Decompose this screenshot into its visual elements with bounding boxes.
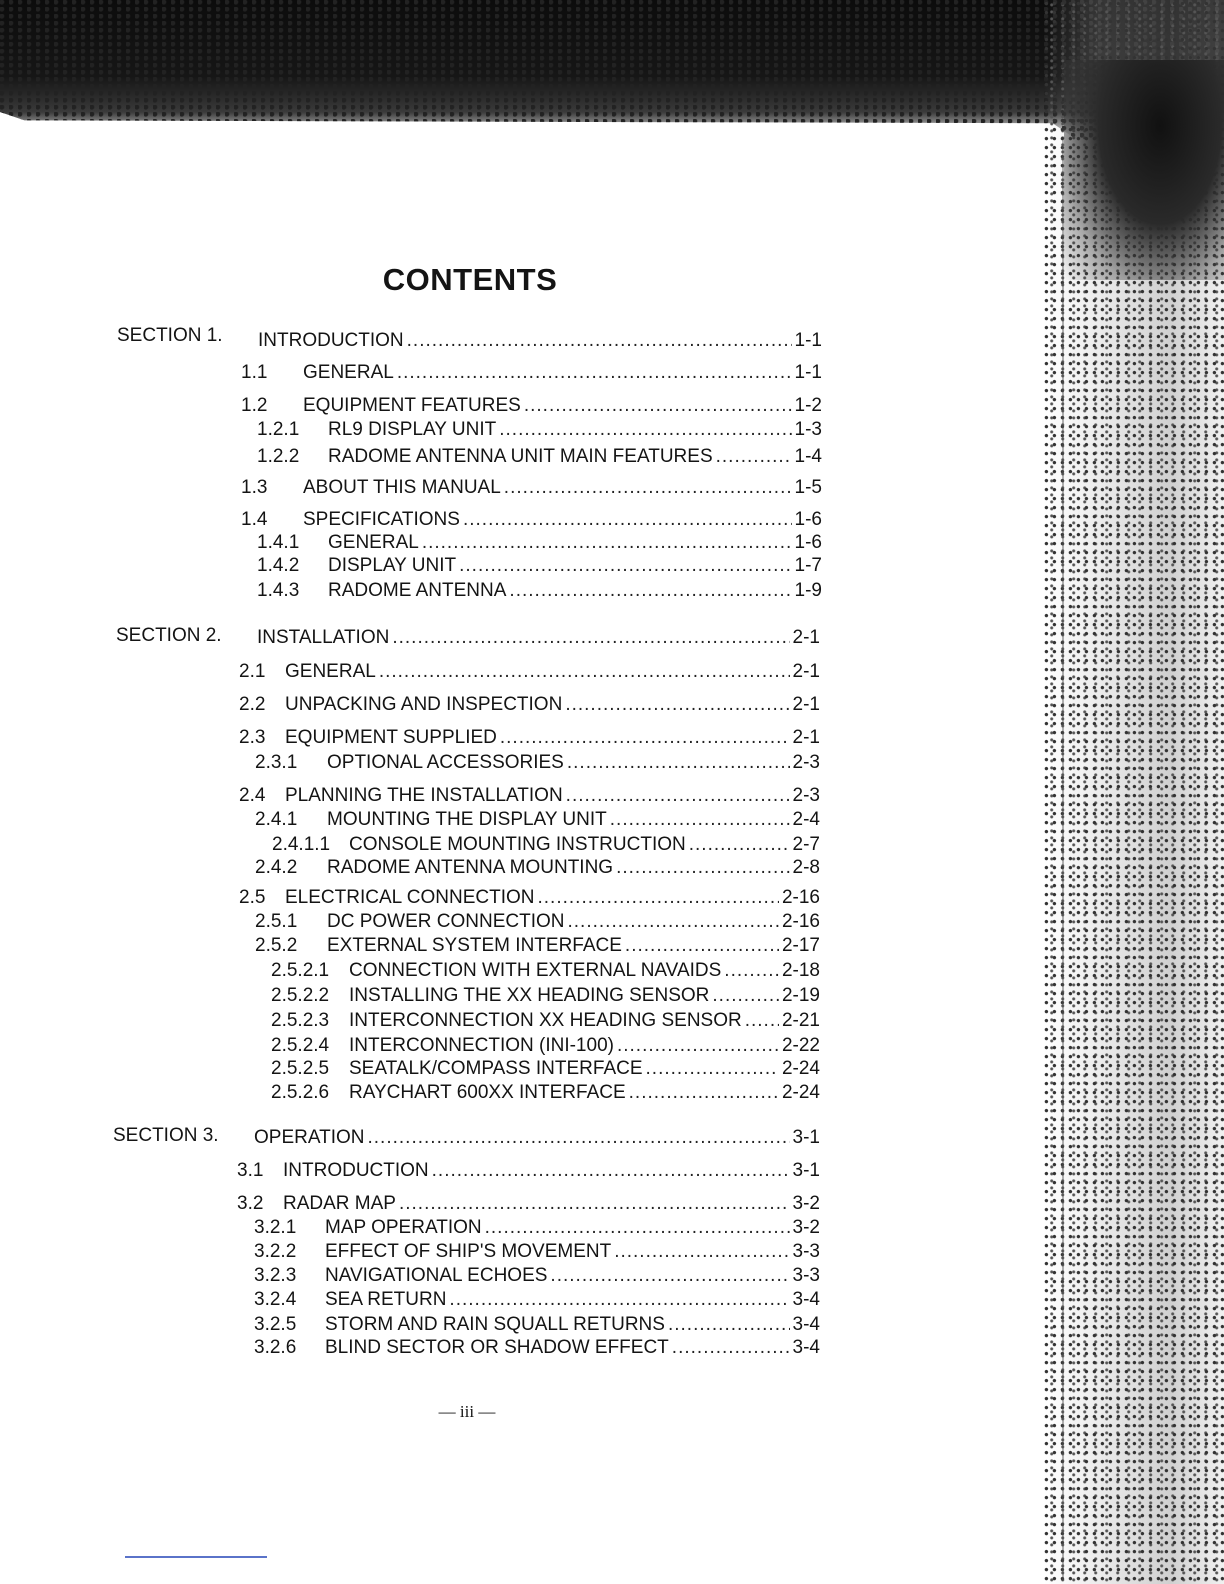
entry-page-number: 3-2: [792, 1193, 820, 1214]
toc-entry-link[interactable]: [271, 1035, 820, 1057]
entry-page-number: 2-22: [781, 1035, 820, 1056]
dot-leader: [449, 1289, 789, 1311]
toc-entry-link[interactable]: [272, 834, 820, 856]
toc-entry-link[interactable]: [255, 809, 820, 831]
entry-number: 3.2.3: [254, 1265, 297, 1286]
entry-number: 1.2: [241, 395, 268, 416]
entry-number: 2.2: [239, 694, 266, 715]
entry-title: DISPLAY UNIT: [328, 555, 457, 576]
entry-page-number: 2-7: [792, 834, 820, 855]
dot-leader: [629, 1082, 779, 1104]
entry-number: 2.3.1: [255, 752, 298, 773]
dot-leader: [504, 477, 792, 499]
toc-entry-link[interactable]: [241, 477, 822, 499]
section-heading-link[interactable]: [258, 330, 822, 352]
dot-leader: [432, 1160, 790, 1182]
entry-page-number: 3-4: [792, 1289, 820, 1310]
dot-leader: [646, 1058, 779, 1080]
entry-number: 2.5.2.2: [271, 985, 330, 1006]
entry-title: NAVIGATIONAL ECHOES: [325, 1265, 548, 1286]
entry-title: BLIND SECTOR OR SHADOW EFFECT: [325, 1337, 669, 1358]
entry-number: 2.1: [239, 661, 266, 682]
entry-page-number: 2-4: [792, 809, 820, 830]
toc-entry-link[interactable]: [257, 446, 822, 468]
entry-title: ABOUT THIS MANUAL: [303, 477, 501, 498]
entry-title: GENERAL: [303, 362, 394, 383]
entry-title: UNPACKING AND INSPECTION: [285, 694, 563, 715]
entry-title: MOUNTING THE DISPLAY UNIT: [327, 809, 607, 830]
entry-page-number: 2-17: [781, 935, 820, 956]
entry-title: OPERATION: [254, 1127, 365, 1148]
toc-entry-link[interactable]: [241, 395, 822, 417]
toc-entry-link[interactable]: [254, 1289, 820, 1311]
dot-leader: [407, 330, 792, 352]
entry-number: 1.4.1: [257, 532, 300, 553]
entry-page-number: 3-4: [792, 1314, 820, 1335]
bottom-rule: [125, 1556, 267, 1558]
entry-title: EFFECT OF SHIP'S MOVEMENT: [325, 1241, 612, 1262]
entry-number: 2.4.1: [255, 809, 298, 830]
toc-entry-link[interactable]: [271, 1082, 820, 1104]
entry-page-number: 2-1: [792, 661, 820, 682]
dot-leader: [509, 580, 791, 602]
dot-leader: [668, 1314, 790, 1336]
dot-leader: [565, 694, 789, 716]
entry-number: 3.2.5: [254, 1314, 297, 1335]
entry-page-number: 2-1: [792, 727, 820, 748]
entry-page-number: 3-1: [792, 1160, 820, 1181]
dot-leader: [614, 1241, 789, 1263]
entry-number: 1.4: [241, 509, 268, 530]
toc-entry-link[interactable]: [255, 857, 820, 879]
entry-title: RADOME ANTENNA: [328, 580, 507, 601]
entry-title: INTRODUCTION: [283, 1160, 429, 1181]
section-label: SECTION 1.: [117, 325, 223, 346]
section-label: SECTION 3.: [113, 1125, 219, 1146]
entry-page-number: 2-3: [792, 785, 820, 806]
entry-title: RL9 DISPLAY UNIT: [328, 419, 497, 440]
entry-number: 2.5.2.4: [271, 1035, 330, 1056]
dot-leader: [566, 785, 790, 807]
toc-entry-link[interactable]: [257, 532, 822, 554]
entry-number: 2.4: [239, 785, 266, 806]
entry-number: 2.4.1.1: [272, 834, 331, 855]
dot-leader: [499, 419, 791, 441]
entry-number: 2.3: [239, 727, 266, 748]
entry-number: 3.2.1: [254, 1217, 297, 1238]
entry-number: 1.4.2: [257, 555, 300, 576]
toc-entry-link[interactable]: [254, 1241, 820, 1263]
toc-entry-link[interactable]: [254, 1314, 820, 1336]
entry-number: 1.4.3: [257, 580, 300, 601]
dot-leader: [617, 1035, 779, 1057]
toc-entry-link[interactable]: [237, 1193, 820, 1215]
entry-page-number: 1-9: [794, 580, 822, 601]
entry-title: DC POWER CONNECTION: [327, 911, 565, 932]
dot-leader: [712, 985, 779, 1007]
entry-title: INSTALLING THE XX HEADING SENSOR: [349, 985, 710, 1006]
dot-leader: [392, 627, 789, 649]
entry-number: 1.2.2: [257, 446, 300, 467]
toc-entry-link[interactable]: [255, 752, 820, 774]
entry-title: EQUIPMENT FEATURES: [303, 395, 521, 416]
entry-page-number: 3-4: [792, 1337, 820, 1358]
entry-title: GENERAL: [285, 661, 376, 682]
entry-page-number: 2-24: [781, 1058, 820, 1079]
entry-title: OPTIONAL ACCESSORIES: [327, 752, 564, 773]
entry-page-number: 3-3: [792, 1265, 820, 1286]
toc-entry-link[interactable]: [239, 785, 820, 807]
toc-entry-link[interactable]: [239, 661, 820, 683]
toc-entry-link[interactable]: [239, 727, 820, 749]
toc-entry-link[interactable]: [271, 1058, 820, 1080]
entry-title: MAP OPERATION: [325, 1217, 482, 1238]
entry-number: 2.5.2.6: [271, 1082, 330, 1103]
entry-page-number: 1-5: [794, 477, 822, 498]
entry-title: SPECIFICATIONS: [303, 509, 460, 530]
entry-number: 1.3: [241, 477, 268, 498]
dot-leader: [524, 395, 792, 417]
dot-leader: [463, 509, 792, 531]
entry-number: 2.5.1: [255, 911, 298, 932]
entry-number: 1.2.1: [257, 419, 300, 440]
dot-leader: [567, 752, 790, 774]
dot-leader: [422, 532, 792, 554]
dot-leader: [397, 362, 792, 384]
entry-number: 2.5.2.3: [271, 1010, 330, 1031]
entry-page-number: 2-16: [781, 911, 820, 932]
dot-leader: [368, 1127, 790, 1149]
entry-page-number: 2-18: [781, 960, 820, 981]
entry-page-number: 1-1: [794, 330, 822, 351]
entry-page-number: 1-6: [794, 509, 822, 530]
dot-leader: [625, 935, 779, 957]
entry-number: 3.2.6: [254, 1337, 297, 1358]
toc-entry-link[interactable]: [239, 887, 820, 909]
toc-entry-link[interactable]: [257, 580, 822, 602]
dot-leader: [672, 1337, 790, 1359]
entry-page-number: 2-1: [792, 694, 820, 715]
entry-page-number: 1-3: [794, 419, 822, 440]
section-heading-link[interactable]: [257, 627, 820, 649]
section-heading-link[interactable]: [254, 1127, 820, 1149]
dot-leader: [500, 727, 790, 749]
entry-page-number: 2-21: [781, 1010, 820, 1031]
entry-page-number: 1-6: [794, 532, 822, 553]
entry-title: CONNECTION WITH EXTERNAL NAVAIDS: [349, 960, 722, 981]
entry-title: STORM AND RAIN SQUALL RETURNS: [325, 1314, 665, 1335]
entry-number: 3.2.2: [254, 1241, 297, 1262]
dot-leader: [616, 857, 789, 879]
entry-page-number: 2-24: [781, 1082, 820, 1103]
entry-page-number: 1-7: [794, 555, 822, 576]
section-label: SECTION 2.: [116, 625, 222, 646]
toc-entry-link[interactable]: [241, 362, 822, 384]
entry-title: SEA RETURN: [325, 1289, 447, 1310]
entry-page-number: 2-19: [781, 985, 820, 1006]
entry-title: SEATALK/COMPASS INTERFACE: [349, 1058, 643, 1079]
dot-leader: [550, 1265, 789, 1287]
dot-leader: [568, 911, 779, 933]
toc-entry-link[interactable]: [254, 1217, 820, 1239]
entry-number: 1.1: [241, 362, 268, 383]
dot-leader: [379, 661, 790, 683]
dot-leader: [538, 887, 779, 909]
toc-entry-link[interactable]: [237, 1160, 820, 1182]
entry-page-number: 2-1: [792, 627, 820, 648]
toc-entry-link[interactable]: [241, 509, 822, 531]
entry-title: CONSOLE MOUNTING INSTRUCTION: [349, 834, 686, 855]
entry-number: 3.2.4: [254, 1289, 297, 1310]
entry-page-number: 3-2: [792, 1217, 820, 1238]
entry-title: ELECTRICAL CONNECTION: [285, 887, 535, 908]
entry-title: INTRODUCTION: [258, 330, 404, 351]
dot-leader: [716, 446, 792, 468]
toc-entry-link[interactable]: [271, 960, 820, 982]
entry-page-number: 1-1: [794, 362, 822, 383]
entry-title: RADAR MAP: [283, 1193, 396, 1214]
entry-title: INTERCONNECTION (INI-100): [349, 1035, 614, 1056]
dot-leader: [724, 960, 779, 982]
entry-title: GENERAL: [328, 532, 419, 553]
toc-entry-link[interactable]: [255, 911, 820, 933]
toc-entry-link[interactable]: [257, 419, 822, 441]
dot-leader: [399, 1193, 790, 1215]
dot-leader: [610, 809, 790, 831]
entry-page-number: 3-3: [792, 1241, 820, 1262]
dot-leader: [485, 1217, 790, 1239]
entry-page-number: 1-4: [794, 446, 822, 467]
entry-title: RADOME ANTENNA MOUNTING: [327, 857, 614, 878]
entry-title: EQUIPMENT SUPPLIED: [285, 727, 497, 748]
entry-title: RADOME ANTENNA UNIT MAIN FEATURES: [328, 446, 713, 467]
entry-number: 2.5.2: [255, 935, 298, 956]
entry-number: 2.5.2.5: [271, 1058, 330, 1079]
entry-title: RAYCHART 600XX INTERFACE: [349, 1082, 626, 1103]
entry-number: 2.5: [239, 887, 266, 908]
entry-title: PLANNING THE INSTALLATION: [285, 785, 563, 806]
toc-entry-link[interactable]: [271, 985, 820, 1007]
toc-entry-link[interactable]: [271, 1010, 820, 1032]
entry-page-number: 2-3: [792, 752, 820, 773]
entry-number: 2.4.2: [255, 857, 298, 878]
toc-entry-link[interactable]: [255, 935, 820, 957]
toc-entry-link[interactable]: [254, 1265, 820, 1287]
entry-number: 3.1: [237, 1160, 264, 1181]
dot-leader: [689, 834, 790, 856]
entry-page-number: 2-8: [792, 857, 820, 878]
entry-number: 2.5.2.1: [271, 960, 330, 981]
entry-page-number: 1-2: [794, 395, 822, 416]
entry-number: 3.2: [237, 1193, 264, 1214]
page-title: CONTENTS: [382, 262, 558, 297]
entry-title: INSTALLATION: [257, 627, 390, 648]
dot-leader: [745, 1010, 779, 1032]
toc-entry-link[interactable]: [254, 1337, 820, 1359]
page-number-footer: — iii —: [438, 1402, 496, 1421]
toc-entry-link[interactable]: [257, 555, 822, 577]
entry-page-number: 3-1: [792, 1127, 820, 1148]
entry-title: INTERCONNECTION XX HEADING SENSOR: [349, 1010, 742, 1031]
dot-leader: [459, 555, 791, 577]
entry-page-number: 2-16: [781, 887, 820, 908]
toc-entry-link[interactable]: [239, 694, 820, 716]
entry-title: EXTERNAL SYSTEM INTERFACE: [327, 935, 622, 956]
